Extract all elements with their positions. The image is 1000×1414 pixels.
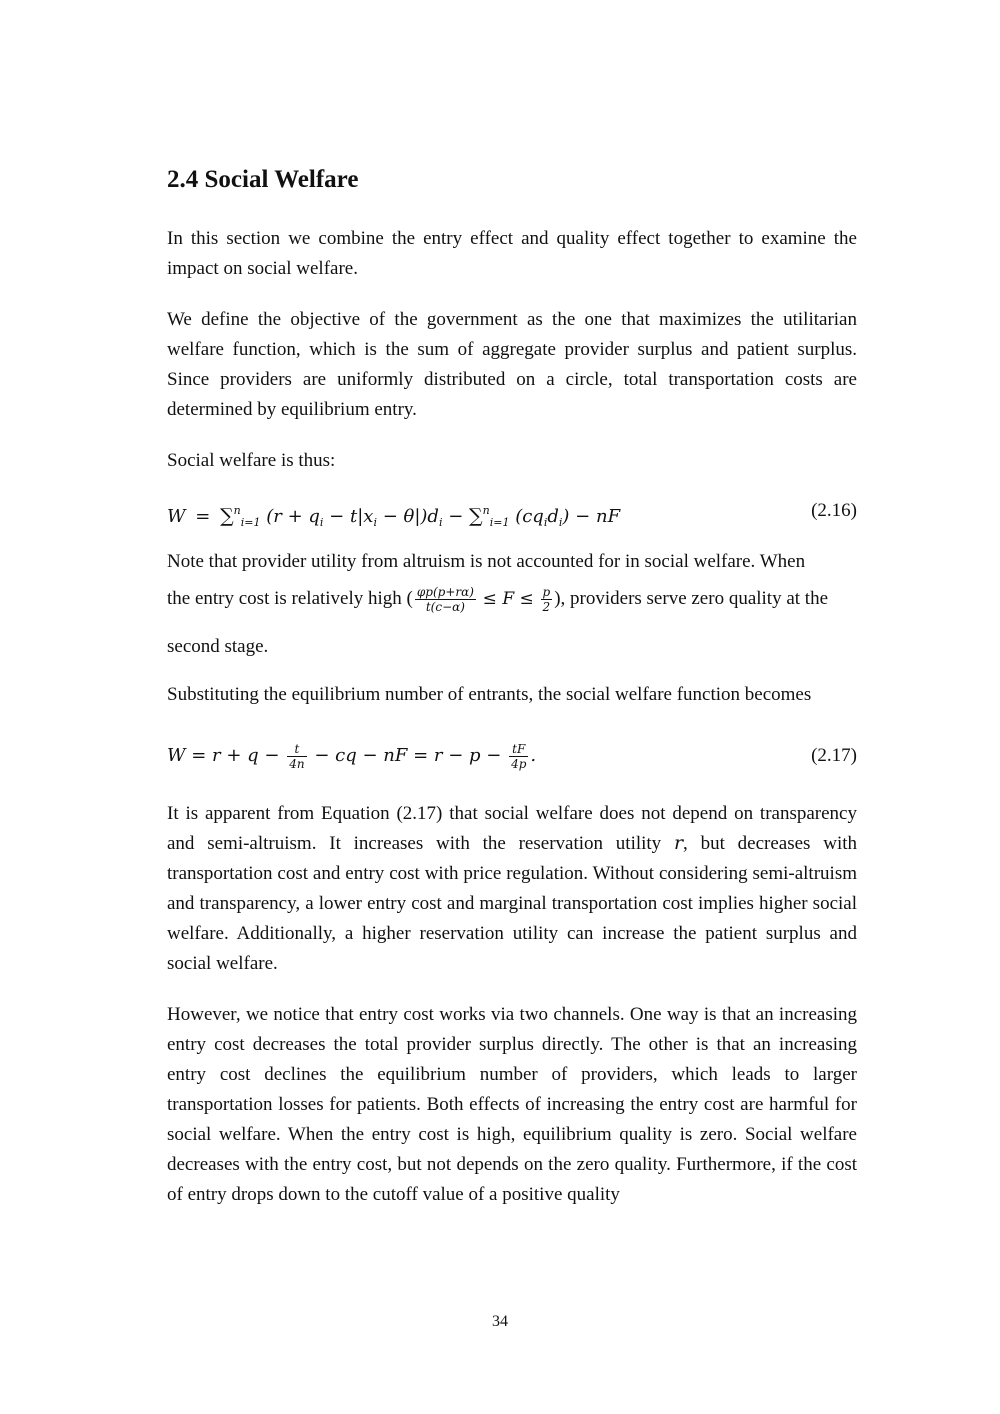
page-number: 34 bbox=[492, 1313, 508, 1330]
paragraph-note-line3: second stage. bbox=[167, 636, 269, 657]
paragraph-note-line2: the entry cost is relatively high ( $\frac{\varphi p(p+r\alpha)}{t(c-\alpha)}$ ≤ F ≤ $\frac{p}{2}$ ), providers serve zero quality at the bbox=[167, 585, 829, 615]
equation-number: (2.16) bbox=[811, 500, 857, 521]
paragraph-apparent: It is apparent from Equation (2.17) that social welfare does not depend on transparency and semi-altruism. It increases with the reservation utility 𝑟, but decreases with transportation cost and entry cost with price regulation. Without considering semi-altruism and transparency, a lower entry cost and marginal transportation cost implies higher social welfare. Additionally, a higher reservation utility can increase the patient surplus and social welfare. bbox=[167, 803, 857, 974]
paragraph-intro: In this section we combine the entry effect and quality effect together to examine the impact on social welfare. bbox=[167, 228, 857, 279]
paragraph-substituting: Substituting the equilibrium number of entrants, the social welfare function becomes bbox=[167, 684, 812, 705]
paragraph-however: However, we notice that entry cost works via two channels. One way is that an increasing entry cost decreases the total provider surplus directly. The other is that an increasing entry cost declines the equilibrium number of providers, which leads to larger transportation losses for patients. Both effects of increasing the entry cost are harmful for social welfare. When the entry cost is high, equilibrium quality is zero. Social welfare decreases with the entry cost, but not depends on the zero quality. Furthermore, if the cost of entry drops down to the cutoff value of a positive quality bbox=[167, 1004, 857, 1205]
equation-2-16 bbox=[167, 493, 857, 529]
paragraph-thus: Social welfare is thus: bbox=[167, 450, 336, 471]
equation-number: (2.17) bbox=[811, 745, 857, 766]
equation-2-17 bbox=[167, 738, 857, 774]
paragraph-note-line1: Note that provider utility from altruism is not accounted for in social welfare. When bbox=[167, 551, 806, 572]
sum-symbol: ∑ bbox=[220, 505, 234, 527]
section-heading: 2.4 Social Welfare bbox=[167, 166, 359, 193]
sum-symbol: ∑ bbox=[469, 505, 483, 527]
fraction-t-over-4n: $\frac{t}{4n}$ bbox=[289, 741, 305, 771]
fraction-price-half: $\frac{p}{2}$ bbox=[542, 585, 551, 615]
equation-2-17-body: W = r + q − $\frac{t}{4n}$ − cq − nF = r − p − $\frac{tF}{4p}$ . bbox=[167, 741, 537, 771]
equation-2-16-body: W = ∑$^n_{i=1}$ $(r + q_i - t|x_i - \theta|)d_i - \sum^n_{i=1}$ $(cq_id_i)$ − nF bbox=[167, 504, 621, 529]
fraction-entry-threshold: $\frac{\varphi p(p+r\alpha)}{t(c-\alpha)}$ bbox=[416, 585, 474, 615]
paragraph-objective: We define the objective of the government as the one that maximizes the utilitarian welfare function, which is the sum of aggregate provider surplus and patient surplus. Since providers are uniformly distributed on a circle, total transportation costs are determined by equilibrium entry. bbox=[167, 309, 857, 420]
fraction-tF-over-4p: $\frac{tF}{4p}$ bbox=[511, 741, 527, 771]
